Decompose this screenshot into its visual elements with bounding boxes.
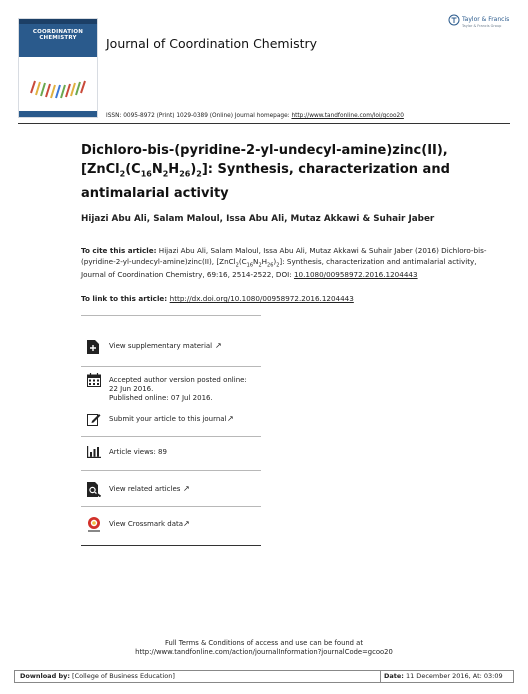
terms-line: Full Terms & Conditions of access and use can be found at [165, 639, 363, 647]
article-authors: Hijazi Abu Ali, Salam Maloul, Issa Abu Ali, Mutaz Akkawi & Suhair Jaber [81, 214, 435, 224]
journal-homepage-link[interactable]: http://www.tandfonline.com/loi/gcoo20 [291, 113, 404, 119]
list-divider [81, 366, 261, 367]
publisher-logo-icon [448, 14, 460, 26]
external-link-icon: ↗ [183, 519, 190, 528]
external-link-icon: ↗ [215, 341, 222, 350]
crossmark-icon [87, 516, 101, 533]
external-link-icon: ↗ [227, 414, 234, 423]
journal-name[interactable]: Journal of Coordination Chemistry [106, 36, 318, 51]
article-doi-url[interactable]: http://dx.doi.org/10.1080/00958972.2016.1204443 [169, 294, 354, 303]
doi-link[interactable]: 10.1080/00958972.2016.1204443 [293, 270, 418, 280]
list-divider [81, 470, 261, 471]
cover-bottombar [19, 111, 97, 117]
external-link-icon: ↗ [183, 484, 190, 493]
citation-label: To cite this article: [81, 246, 157, 255]
publisher-name: Taylor & Francis [462, 16, 510, 23]
supplementary-material-row[interactable] [87, 340, 267, 354]
published-date: Published online: 07 Jul 2016. [109, 394, 213, 402]
publisher-tagline: Taylor & Francis Group [462, 24, 502, 28]
supplementary-material-link[interactable]: View supplementary material [109, 342, 213, 350]
list-divider [81, 506, 261, 507]
header-divider [18, 123, 510, 124]
link-to-article [81, 294, 354, 303]
edit-icon [87, 412, 101, 426]
cover-topbar [19, 19, 97, 24]
cover-molecule-art [27, 71, 89, 105]
crossmark-row[interactable] [87, 516, 267, 534]
article-views: Article views: 89 [109, 448, 167, 456]
terms-note [0, 639, 528, 657]
link-to-label: To link to this article: [81, 294, 170, 303]
terms-url[interactable]: http://www.tandfonline.com/action/journalInformation?journalCode=gcoo20 [135, 648, 393, 656]
article-views-row [87, 446, 267, 460]
submit-article-row[interactable] [87, 412, 267, 426]
title-line-2: $[ZnCl_2(C_{16}N_2H_{26})_2]$: Synthesis, characterization and [81, 162, 450, 179]
publication-dates-row [87, 373, 267, 401]
download-bar-separator [380, 670, 381, 683]
bar-chart-icon [87, 446, 101, 458]
issn-text: ISSN: 0095-8972 (Print) 1029-0389 (Online) Journal homepage: [106, 113, 292, 119]
publication-dates [109, 376, 247, 403]
document-plus-icon [87, 340, 99, 354]
crossmark-link[interactable]: View Crossmark data [109, 520, 184, 528]
related-articles-row[interactable] [87, 482, 267, 497]
title-line-1: Dichloro-bis-(pyridine-2-yl-undecyl-amine)zinc(II), [81, 143, 448, 158]
accepted-date: Accepted author version posted online: 22 Jun 2016. [109, 376, 247, 393]
issn-line [106, 113, 404, 119]
list-divider-top [81, 315, 261, 316]
title-line-3: antimalarial activity [81, 185, 229, 201]
citation-block: To cite this article: Hijazi Abu Ali, Salam Maloul, Issa Abu Ali, Mutaz Akkawi & Suhair Jaber (2016) Dichloro-bis-(pyridine-2-yl-undecyl-amine)zinc(II), $[ZnCl_2(C_{16}N_2H_{26})_2]$: Synthesis, characterization and antimalarial activity, Journal of Coordination Chemistry, 69:16, 2514-2522, DOI: 10.1080/00958972.2016.1204443 [81, 246, 487, 280]
list-divider-bottom [81, 545, 261, 546]
cover-banner [19, 19, 97, 57]
publisher-logo-text [462, 16, 509, 30]
document-search-icon [87, 482, 101, 497]
submit-article-link[interactable]: Submit your article to this journal [109, 415, 227, 423]
downloaded-by: Download by: [College of Business Education] [20, 672, 175, 680]
download-date: Date: 11 December 2016, At: 03:09 [384, 672, 503, 680]
cover-title: COORDINATION CHEMISTRY [32, 29, 84, 41]
list-divider [81, 436, 261, 437]
calendar-icon [87, 373, 101, 387]
related-articles-link[interactable]: View related articles [109, 485, 181, 493]
article-title [81, 141, 501, 203]
journal-cover[interactable] [18, 18, 98, 118]
